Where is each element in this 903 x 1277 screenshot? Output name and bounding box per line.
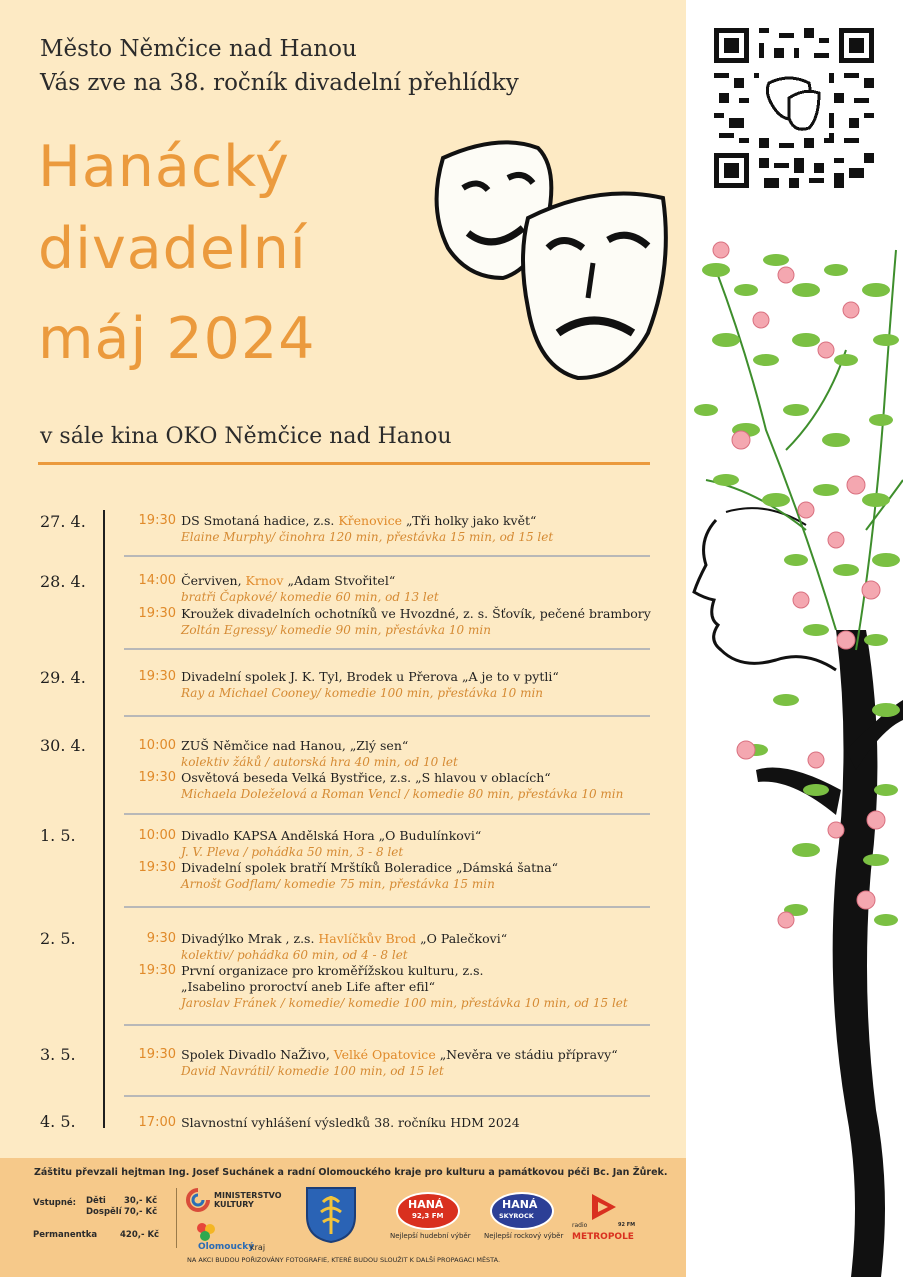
program-item: [124, 669, 664, 701]
program-divider: [124, 813, 650, 815]
program-item: [124, 573, 664, 605]
program-title: Divadelní spolek J. K. Tyl, Brodek u Přerova „A je to v pytli“: [181, 669, 559, 684]
radio-hana-skyrock-logo: [486, 1192, 566, 1252]
program-time: 14:00: [138, 573, 176, 588]
program-item: [124, 1047, 664, 1079]
program-title: DS Smotaná hadice, z.s. Křenovice „Tři holky jako květ“: [181, 513, 537, 528]
program-title-continued: „Isabelino proroctví aneb Life after efil“: [181, 979, 436, 994]
program-time: 19:30: [138, 1047, 176, 1062]
program-details: Zoltán Egressy/ komedie 90 min, přestávka 10 min: [181, 623, 491, 637]
pass-label: Permanentka: [33, 1230, 98, 1240]
program-divider: [124, 555, 650, 557]
program-divider: [124, 715, 650, 717]
metropole-name: METROPOLE: [572, 1232, 634, 1242]
metropole-frequency: 92 FM: [618, 1222, 636, 1228]
program-time: 19:30: [138, 860, 176, 875]
radio-hana-caption: Nejlepší hudební výběr: [390, 1232, 471, 1240]
program-details: J. V. Pleva / pohádka 50 min, 3 - 8 let: [181, 845, 404, 859]
program-details: David Navrátil/ komedie 100 min, od 15 let: [181, 1064, 444, 1078]
program-title: ZUŠ Němčice nad Hanou, „Zlý sen“: [181, 738, 409, 753]
program-details: bratři Čapkové/ komedie 60 min, od 13 let: [181, 590, 439, 604]
program-time: 17:00: [138, 1115, 176, 1130]
program-title: Osvětová beseda Velká Bystřice, z.s. „S hlavou v oblacích“: [181, 770, 551, 785]
program-time: 10:00: [138, 738, 176, 753]
program-timeline-line: [103, 510, 105, 1128]
intro-line-1: Město Němčice nad Hanou: [40, 36, 357, 62]
radio-skyrock-caption: Nejlepší rockový výběr: [484, 1232, 564, 1240]
region-logo-icon: [194, 1220, 218, 1244]
qr-code-icon[interactable]: [714, 28, 874, 188]
program-title: Slavnostní vyhlášení výsledků 38. ročníku HDM 2024: [181, 1115, 520, 1130]
program-title: Kroužek divadelních ochotníků ve Hvozdné, z. s. Šťovík, pečené brambory: [181, 606, 651, 621]
patronage-text: Záštitu převzali hejtman Ing. Josef Suchánek a radní Olomouckého kraje pro kulturu a památkovou péči Bc. Jan Žůrek.: [34, 1167, 668, 1178]
program-date: 30. 4.: [40, 736, 86, 755]
program-date: 4. 5.: [40, 1112, 76, 1131]
metropole-prefix: radio: [572, 1222, 588, 1229]
ministry-of-culture-logo: [186, 1186, 286, 1256]
program-item: [124, 828, 664, 860]
pass-price: 420,- Kč: [120, 1230, 160, 1240]
program-item: [124, 931, 664, 963]
program-details: kolektiv/ pohádka 60 min, od 4 - 8 let: [181, 948, 408, 962]
program-title: Divadlo KAPSA Andělská Hora „O Budulínkovi“: [181, 828, 482, 843]
program-divider: [124, 648, 650, 650]
town-coat-of-arms-icon: [305, 1186, 357, 1244]
program-date: 27. 4.: [40, 512, 86, 531]
program-item: [124, 963, 664, 1011]
program-item: [124, 513, 664, 545]
program-date: 29. 4.: [40, 668, 86, 687]
blossom-tree-illustration: [686, 230, 903, 1277]
children-price: 30,- Kč: [124, 1196, 158, 1206]
ministry-line-2: KULTURY: [214, 1200, 254, 1209]
program-date: 2. 5.: [40, 929, 76, 948]
program-divider: [124, 1095, 650, 1097]
program-title: Spolek Divadlo NaŽivo, Velké Opatovice „Nevěra ve stádiu přípravy“: [181, 1047, 618, 1062]
program-time: 19:30: [138, 963, 176, 978]
program-item: [124, 738, 664, 770]
program-date: 28. 4.: [40, 572, 86, 591]
program-item: [124, 860, 664, 892]
program-details: Elaine Murphy/ činohra 120 min, přestávka 15 min, od 15 let: [181, 530, 554, 544]
program-time: 19:30: [138, 513, 176, 528]
program-title: První organizace pro kroměřížskou kulturu, z.s.: [181, 963, 484, 978]
program-time: 10:00: [138, 828, 176, 843]
program-details: kolektiv žáků / autorská hra 40 min, od 10 let: [181, 755, 458, 769]
program-details: Ray a Michael Cooney/ komedie 100 min, přestávka 10 min: [181, 686, 544, 700]
ministry-logo-icon: [186, 1188, 210, 1212]
program-time: 19:30: [138, 606, 176, 621]
radio-metropole-logo: [572, 1192, 662, 1252]
region-name: Olomoucký: [198, 1242, 255, 1252]
venue-divider: [38, 462, 650, 465]
photo-notice: NA AKCI BUDOU POŘIZOVÁNY FOTOGRAFIE, KTERÉ BUDOU SLOUŽIT K DALŠÍ PROPAGACI MĚSTA.: [187, 1256, 501, 1264]
adults-label: Dospělí: [86, 1207, 122, 1217]
program-date: 1. 5.: [40, 826, 76, 845]
program-item: [124, 1115, 664, 1131]
region-suffix: kraj: [250, 1243, 266, 1252]
festival-title-line-2: divadelní: [38, 216, 307, 282]
radio-hana-frequency: 92,3 FM: [412, 1212, 444, 1220]
entry-label: Vstupné:: [33, 1198, 77, 1208]
festival-title-line-3: máj 2024: [38, 306, 316, 372]
program-divider: [124, 1024, 650, 1026]
program-title: Divadýlko Mrak , z.s. Havlíčkův Brod „O Palečkovi“: [181, 931, 508, 946]
side-panel: [686, 0, 903, 1277]
venue: v sále kina OKO Němčice nad Hanou: [40, 424, 452, 449]
footer: [0, 1158, 686, 1277]
ministry-line-1: MINISTERSTVO: [214, 1191, 282, 1200]
radio-skyrock-name: HANÁ: [502, 1198, 538, 1211]
radio-hana-name: HANÁ: [408, 1198, 444, 1211]
program-time: 9:30: [146, 931, 176, 946]
children-label: Děti: [86, 1196, 106, 1206]
program-item: [124, 770, 664, 802]
program-title: Divadelní spolek bratří Mrštíků Boleradice „Dámská šatna“: [181, 860, 559, 875]
radio-skyrock-sub: SKYROCK: [499, 1212, 534, 1220]
program-time: 19:30: [138, 770, 176, 785]
program-details: Arnošt Godflam/ komedie 75 min, přestávka 15 min: [181, 877, 495, 891]
radio-hana-logo: [392, 1192, 470, 1252]
adults-price: 70,- Kč: [124, 1207, 158, 1217]
program-title: Červiven, Krnov „Adam Stvořitel“: [181, 573, 396, 588]
program-time: 19:30: [138, 669, 176, 684]
footer-divider: [176, 1188, 177, 1248]
program-details: Michaela Doleželová a Roman Vencl / komedie 80 min, přestávka 10 min: [181, 787, 624, 801]
festival-title-line-1: Hanácký: [38, 134, 290, 200]
intro-line-2: Vás zve na 38. ročník divadelní přehlídky: [40, 70, 519, 96]
program-date: 3. 5.: [40, 1045, 76, 1064]
program-divider: [124, 906, 650, 908]
theatre-masks-icon: [408, 128, 678, 388]
program-details: Jaroslav Fránek / komedie/ komedie 100 min, přestávka 10 min, od 15 let: [181, 996, 628, 1010]
metropole-play-icon: [588, 1192, 620, 1222]
program-item: [124, 606, 664, 638]
